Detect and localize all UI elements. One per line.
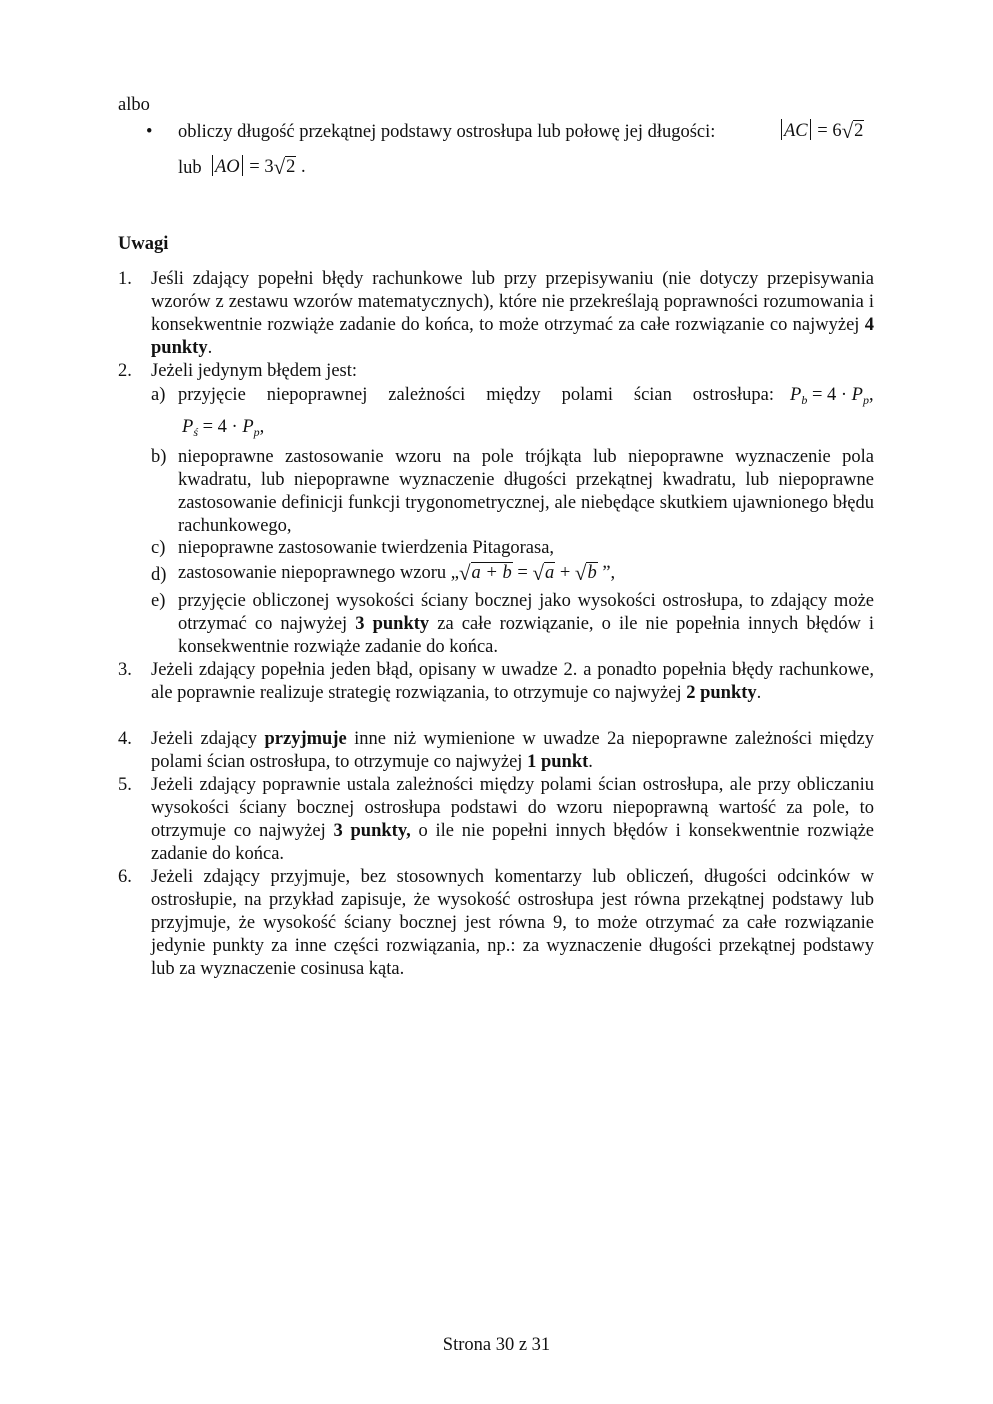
sub-letter: d) [151, 565, 167, 585]
item-number: 3. [118, 660, 132, 680]
sub-item-a-text: przyjęcie niepoprawnej zależności między polami ścian ostrosłupa: [178, 385, 774, 405]
sub-item-c-text: niepoprawne zastosowanie twierdzenia Pitagorasa, [178, 538, 555, 558]
lub-text: lub [178, 158, 202, 178]
sub-item-d-text: zastosowanie niepoprawnego wzoru „√a + b = √a + √b ”, [178, 561, 616, 585]
sub-letter: b) [151, 447, 167, 467]
uwaga-item-6: Jeżeli zdający przyjmuje, bez stosownych komentarzy lub obliczeń, długości odcinków w ostrosłupie, na przykład zapisuje, że wysokość ostrosłupa jest równa przekątnej podstawy lub przyjmuje, że wysokość ściany bocznej jest równa 9, to może otrzymać za całe rozwiązanie jedynie punkty za inne części rozwiązania, np.: za wyznaczenie długości przekątnej podstawy lub za wyznaczenie cosinusa kąta. [151, 867, 874, 979]
page-number: Strona 30 z 31 [442, 1335, 551, 1355]
albo-text: albo [118, 95, 150, 115]
formula-ac: AC = 6√2 [779, 119, 864, 143]
item-number: 5. [118, 775, 132, 795]
uwaga-item-4: Jeżeli zdający przyjmuje inne niż wymienione w uwadze 2a niepoprawne zależności między polami ścian ostrosłupa, to otrzymuje co najwyżej 1 punkt. [151, 729, 874, 772]
item-number: 2. [118, 361, 132, 381]
item-number: 4. [118, 729, 132, 749]
formula-ao: AO = 3√2 . [210, 155, 306, 179]
sub-letter: e) [151, 591, 166, 611]
item-number: 1. [118, 269, 132, 289]
sub-letter: c) [151, 538, 166, 558]
formula-pb: $P_b = 4 \cdot P_p$, [790, 385, 874, 407]
uwagi-heading: Uwagi [118, 234, 169, 254]
uwaga-item-2: Jeżeli jedynym błędem jest: [151, 361, 358, 381]
bullet-symbol: • [146, 122, 153, 142]
sub-letter: a) [151, 385, 166, 405]
uwaga-item-1: Jeśli zdający popełni błędy rachunkowe lub przy przepisywaniu (nie dotyczy przepisywania wzorów z zestawu wzorów matematycznych), które nie przekreślają poprawności rozumowania i konsekwentnie rozwiąże zadanie do końca, to może otrzymać za całe rozwiązanie co najwyżej 4 punkty. [151, 269, 875, 358]
uwaga-item-3: Jeżeli zdający popełnia jeden błąd, opisany w uwadze 2. a ponadto popełnia błędy rachunkowe, ale poprawnie realizuje strategię rozwiązania, to otrzymuje co najwyżej 2 punkty. [151, 660, 874, 703]
item-number: 6. [118, 867, 132, 887]
sub-item-b-text: niepoprawne zastosowanie wzoru na pole trójkąta lub niepoprawne wyznaczenie pola kwadratu, lub niepoprawne wyznaczenie długości przekątnej kwadratu, lub niepoprawne zastosowanie definicji funkcji trygonometrycznej, ale niebędące skutkiem ujawnionego błędu rachunkowego, [178, 447, 874, 536]
uwaga-item-5: Jeżeli zdający poprawnie ustala zależności między polami ścian ostrosłupa, ale przy obliczaniu wysokości ściany bocznej ostrosłupa podstawi do wzoru niepoprawną wartość za pole, to otrzymuje co najwyżej 3 punkty, o ile nie popełni innych błędów i konsekwentnie rozwiąże zadanie do końca. [151, 775, 875, 864]
formula-ps: $P_ś = 4 \cdot P_p$, [182, 417, 265, 439]
bullet-text: obliczy długość przekątnej podstawy ostrosłupa lub połowę jej długości: [178, 122, 716, 142]
sub-item-e-text: przyjęcie obliczonej wysokości ściany bocznej jako wysokości ostrosłupa, to zdający może otrzymać co najwyżej 3 punkty za całe rozwiązanie, o ile nie popełnia innych błędów i konsekwentnie rozwiąże zadanie do końca. [178, 591, 875, 657]
